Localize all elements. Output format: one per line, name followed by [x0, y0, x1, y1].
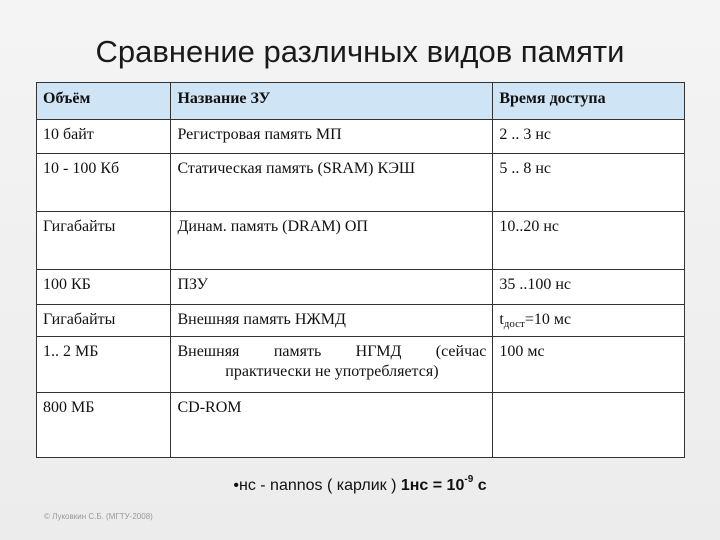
cell-time: 100 мс — [493, 337, 685, 393]
time-symbol: t — [499, 311, 504, 328]
cell-volume: Гигабайты — [37, 212, 171, 270]
time-value: =10 мс — [524, 311, 572, 328]
cell-time: 2 .. 3 нс — [493, 120, 685, 154]
table-row — [37, 270, 685, 305]
table-row — [37, 337, 685, 393]
footnote-formula — [400, 474, 487, 494]
cell-volume: 800 МБ — [37, 393, 171, 458]
cell-volume: 10 - 100 Кб — [37, 154, 171, 212]
table-header-row — [37, 83, 685, 120]
table-row — [37, 305, 685, 337]
table-row — [37, 120, 685, 154]
cell-name: Динам. память (DRAM) ОП — [171, 212, 493, 270]
footnote-formula-exponent: -9 — [464, 474, 474, 485]
cell-time — [493, 305, 685, 337]
cell-name: CD-ROM — [171, 393, 493, 458]
footnote-formula-main: 1нс = 10 — [400, 477, 465, 494]
table-row — [37, 212, 685, 270]
cell-name: Регистровая память МП — [171, 120, 493, 154]
slide-title: Сравнение различных видов памяти — [95, 34, 625, 69]
header-name: Название ЗУ — [171, 83, 493, 120]
cell-volume: 100 КБ — [37, 270, 171, 305]
table-row — [37, 154, 685, 212]
cell-name: ПЗУ — [171, 270, 493, 305]
cell-volume: 10 байт — [37, 120, 171, 154]
copyright: © Луковкин С.Б. (МГТУ-2008) — [44, 512, 153, 521]
cell-time: 35 ..100 нс — [493, 270, 685, 305]
header-volume: Объём — [37, 83, 171, 120]
cell-name-line1: Внешняя память НГМД (сейчас — [177, 343, 487, 360]
header-access-time: Время доступа — [493, 83, 685, 120]
footnote — [0, 474, 720, 495]
time-subscript: дост — [503, 318, 525, 330]
footnote-text: •нс - nannos ( карлик ) — [233, 477, 397, 494]
memory-comparison-table — [36, 82, 685, 458]
cell-time — [493, 393, 685, 458]
cell-name: Статическая память (SRAM) КЭШ — [171, 154, 493, 212]
table-row — [37, 393, 685, 458]
cell-name: Внешняя память НЖМД — [171, 305, 493, 337]
cell-time: 5 .. 8 нс — [493, 154, 685, 212]
cell-name — [171, 337, 493, 393]
cell-volume: Гигабайты — [37, 305, 171, 337]
cell-name-line2: практически не употребляется) — [225, 363, 439, 380]
cell-time: 10..20 нс — [493, 212, 685, 270]
footnote-formula-unit: с — [473, 477, 487, 494]
cell-volume: 1.. 2 МБ — [37, 337, 171, 393]
